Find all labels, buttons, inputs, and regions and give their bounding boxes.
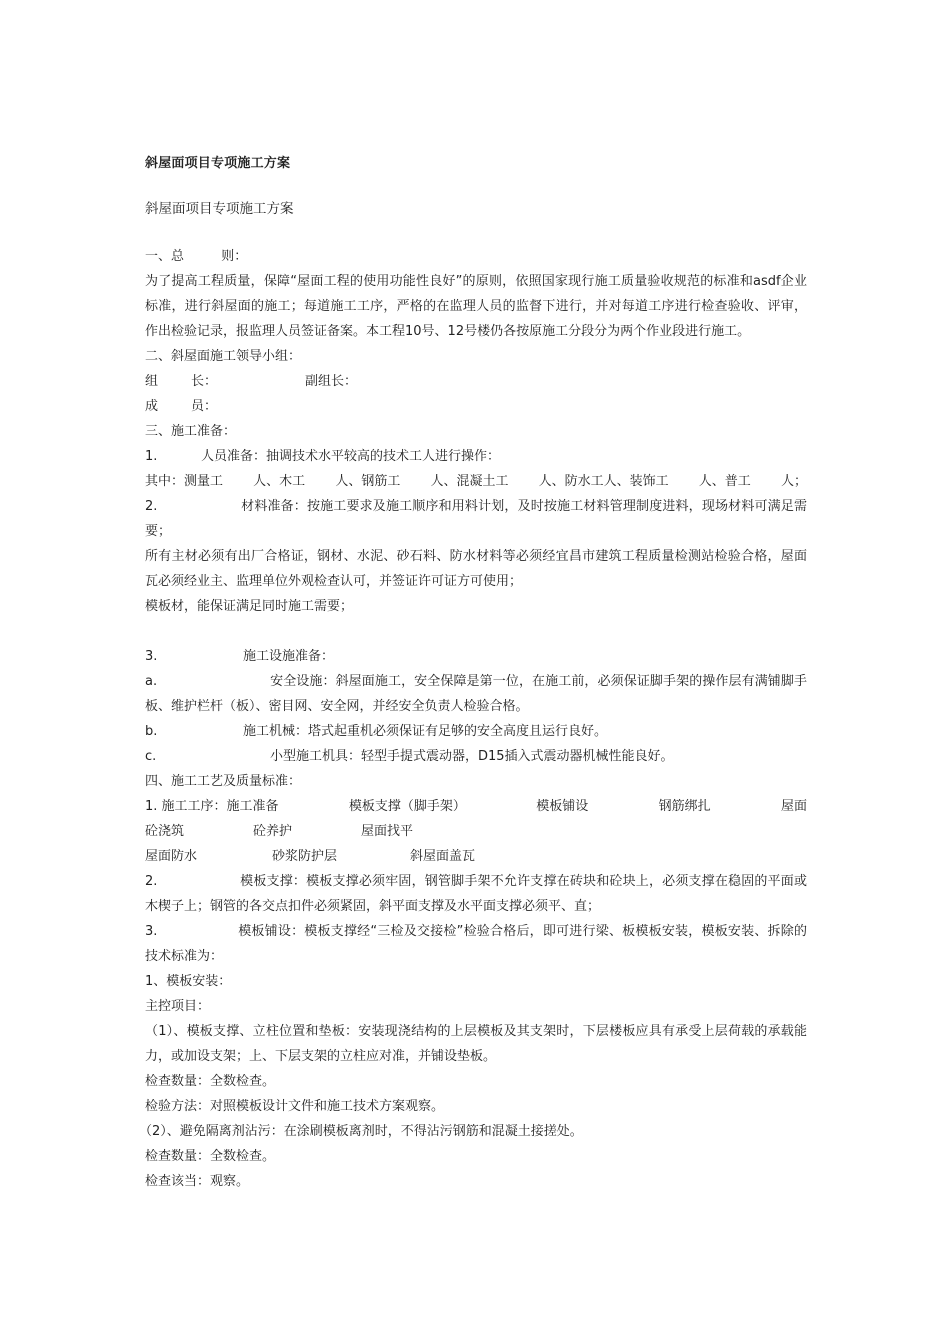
small-tools-text: 小型施工机具：轻型手提式震动器，D15插入式震动器机械性能良好。 bbox=[270, 749, 674, 764]
item-letter: a. bbox=[145, 674, 158, 689]
process-step: 斜屋面盖瓦 bbox=[410, 849, 476, 864]
item-number: 3. bbox=[145, 649, 158, 664]
document-subtitle: 斜屋面项目专项施工方案 bbox=[145, 201, 294, 217]
formwork-support-text: 模板支撑：模板支撑必须牢固，钢管脚手架不允许支撑在砖块和砼块上，必须支撑在稳固的平面或木楔子上；钢管的各交点扣件必须紧固，斜平面支撑及水平面支撑必须平、直； bbox=[145, 874, 807, 914]
facility-prep bbox=[145, 644, 807, 669]
process-steps-row-3 bbox=[145, 844, 807, 869]
leader-label: 组 长： bbox=[145, 374, 218, 389]
item-number: 3. bbox=[145, 924, 158, 939]
document-title: 斜屋面项目专项施工方案 bbox=[145, 156, 291, 171]
safety-facility bbox=[145, 669, 807, 719]
inspection-quantity-2: 检查数量：全数检查。 bbox=[145, 1149, 276, 1164]
process-step: 屋面防水 bbox=[145, 849, 198, 864]
item-number: 2. bbox=[145, 499, 158, 514]
spacer bbox=[145, 619, 807, 644]
item-number: 1. bbox=[145, 449, 158, 464]
workers-item: 其中：测量工 bbox=[145, 474, 224, 489]
workers-item: 人； bbox=[780, 474, 807, 489]
process-step: 钢筋绑扎 bbox=[658, 799, 711, 814]
personnel-prep bbox=[145, 444, 807, 469]
workers-item: 人、混凝土工 bbox=[430, 474, 509, 489]
process-step: 模板铺设 bbox=[536, 799, 589, 814]
materials-requirement: 所有主材必须有出厂合格证，钢材、水泥、砂石料、防水材料等必须经宜昌市建筑工程质量检测站检验合格，屋面瓦必须经业主、监理单位外观检查认可，并签证许可证方可使用； bbox=[145, 549, 807, 589]
leader-line bbox=[145, 369, 807, 394]
inspection-quantity-1: 检查数量：全数检查。 bbox=[145, 1074, 276, 1089]
deputy-label: 副组长： bbox=[305, 374, 358, 389]
members-line: 成 员： bbox=[145, 399, 218, 414]
process-step: 模板支撑（脚手架） bbox=[348, 799, 466, 814]
section-2-heading: 二、斜屋面施工领导小组： bbox=[145, 349, 302, 364]
item-letter: b. bbox=[145, 724, 158, 739]
item-1: （1）、模板支撑、立柱位置和垫板：安装现浇结构的上层模板及其支架时，下层楼板应具有承受上层荷载的承载能力，或加设支架；上、下层支架的立柱应对准，并铺设垫板。 bbox=[145, 1024, 807, 1064]
machinery-text: 施工机械：塔式起重机必须保证有足够的安全高度且运行良好。 bbox=[243, 724, 608, 739]
process-step: 1. 施工工序：施工准备 bbox=[145, 799, 279, 814]
process-steps-row-2 bbox=[145, 819, 807, 844]
process-steps-row-1 bbox=[145, 794, 807, 819]
machinery bbox=[145, 719, 807, 744]
section-1-heading: 一、总 则： bbox=[145, 249, 248, 264]
section-1-paragraph: 为了提高工程质量，保障“屋面工程的使用功能性良好”的原则，依照国家现行施工质量验收规范的标准和asdf企业标准，进行斜屋面的施工；每道施工工序，严格的在监理人员的监督下进行，并对每道工序进行检查验收、评审，作出检验记录，报监理人员签证备案。本工程10号、12号楼仍各按原施工分段分为两个作业段进行施工。 bbox=[145, 274, 807, 339]
main-items-heading: 主控项目： bbox=[145, 999, 211, 1014]
workers-row bbox=[145, 469, 807, 494]
process-step: 砼养护 bbox=[253, 824, 293, 839]
process-step: 砂浆防护层 bbox=[272, 849, 338, 864]
item-letter: c. bbox=[145, 749, 157, 764]
workers-item: 人、钢筋工 bbox=[335, 474, 401, 489]
workers-item: 人、普工 bbox=[698, 474, 751, 489]
inspection-method-2: 检查该当：观察。 bbox=[145, 1174, 250, 1189]
process-step: 屋面找平 bbox=[361, 824, 414, 839]
formwork-install-heading: 1、模板安装： bbox=[145, 974, 232, 989]
process-step: 屋面 bbox=[780, 799, 807, 814]
small-tools bbox=[145, 744, 807, 769]
materials-prep-text: 材料准备：按施工要求及施工顺序和用料计划，及时按施工材料管理制度进料，现场材料可满足需要； bbox=[145, 499, 807, 539]
item-2: （2）、避免隔离剂沾污：在涂刷模板离剂时，不得沾污钢筋和混凝土接搓处。 bbox=[139, 1124, 583, 1139]
formwork-laying bbox=[145, 919, 807, 969]
materials-prep bbox=[145, 494, 807, 544]
facility-prep-text: 施工设施准备： bbox=[243, 649, 335, 664]
formwork-laying-text: 模板铺设：模板支撑经“三检及交接检”检验合格后，即可进行梁、板模板安装，模板安装、拆除的技术标准为： bbox=[145, 924, 807, 964]
safety-facility-text: 安全设施：斜屋面施工，安全保障是第一位，在施工前，必须保证脚手架的操作层有满铺脚手板、维护栏杆（板）、密目网、安全网，并经安全负责人检验合格。 bbox=[145, 674, 807, 714]
inspection-method-1: 检验方法：对照模板设计文件和施工技术方案观察。 bbox=[145, 1099, 445, 1114]
process-step: 砼浇筑 bbox=[145, 824, 185, 839]
section-4-heading: 四、施工工艺及质量标准： bbox=[145, 774, 302, 789]
section-3-heading: 三、施工准备： bbox=[145, 424, 237, 439]
item-number: 2. bbox=[145, 874, 158, 889]
workers-item: 人、木工 bbox=[253, 474, 306, 489]
document-body bbox=[139, 244, 807, 1194]
formwork-material: 模板材，能保证满足同时施工需要； bbox=[145, 599, 354, 614]
workers-item: 人、防水工人、装饰工 bbox=[538, 474, 669, 489]
formwork-support bbox=[145, 869, 807, 919]
personnel-prep-text: 人员准备：抽调技术水平较高的技术工人进行操作： bbox=[201, 449, 501, 464]
